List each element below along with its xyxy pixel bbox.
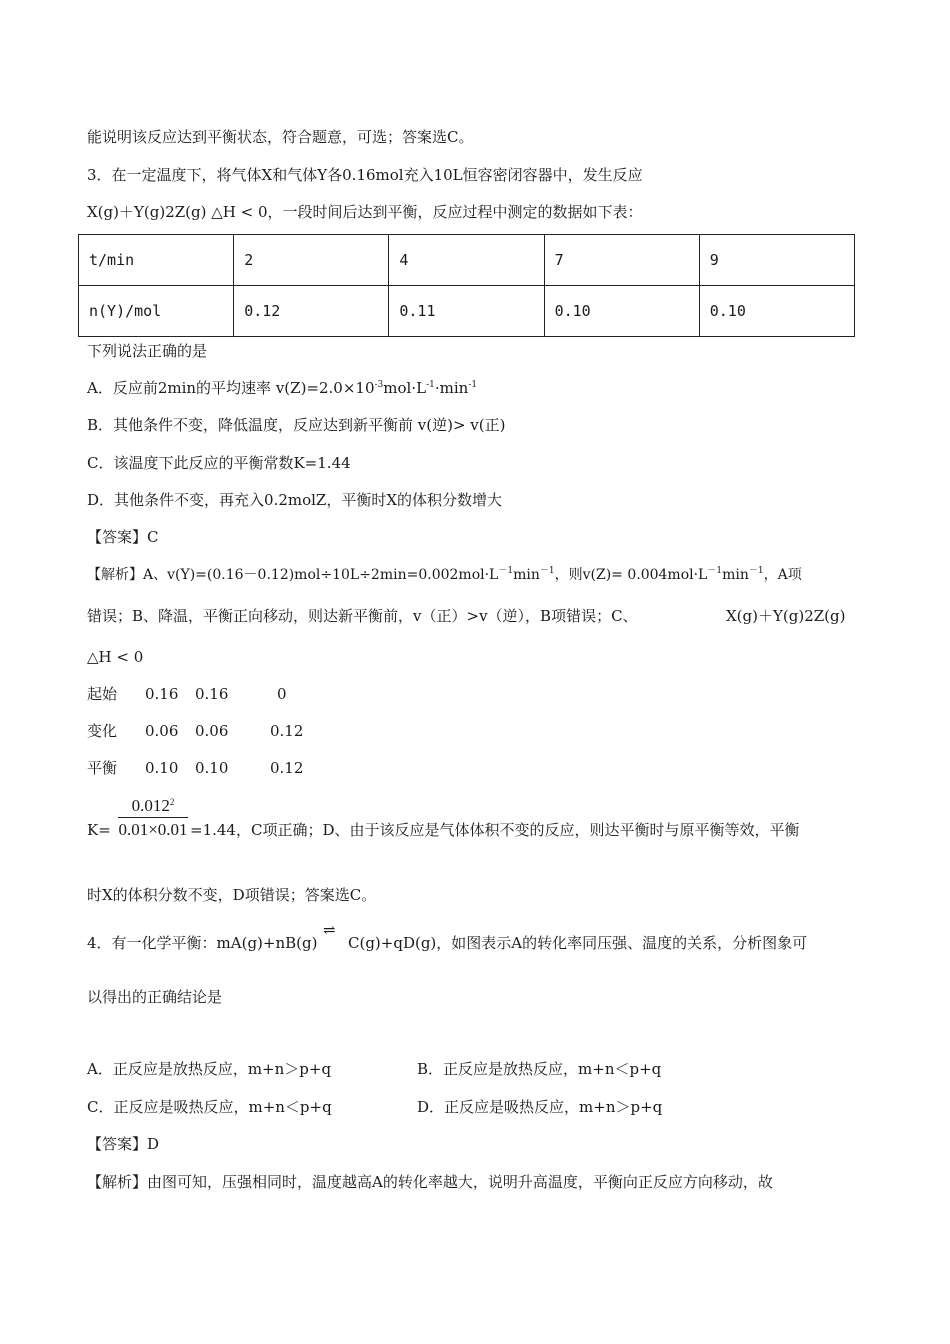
q3-analysis-line1: 【解析】A、$v(Y)=(0.16-0.12)mol\div 10L\div 2\min=0.002mol\cdot L^{-1}\min^{-1}$，则$v(Z)= 0.004mol\cdot L^{-1}\min^{-1}$，A项	[87, 566, 802, 583]
ice-value: 0.12	[270, 722, 304, 740]
ice-value: 0.10	[195, 759, 229, 777]
ice-value: 0.10	[145, 759, 179, 777]
q3-analysis-line3: △H < 0	[87, 648, 144, 666]
ice-row-label: 起始	[87, 685, 118, 703]
table-cell: 7	[544, 235, 699, 286]
k-suffix: =1.44，C项正确；D、由于该反应是气体体积不变的反应，则达平衡时与原平衡等效，平衡	[190, 821, 800, 839]
table-row	[79, 286, 855, 337]
q3-analysis-equation: X(g)＋Y(g)2Z(g)	[726, 607, 846, 625]
table-cell: 0.10	[699, 286, 854, 337]
q3-analysis-line2: 错误；B、降温，平衡正向移动，则达新平衡前，v（正）>v（逆），B项错误；C、	[87, 607, 638, 625]
k-fraction	[118, 796, 188, 840]
ice-value: 0.12	[270, 759, 304, 777]
q3-option-c: C．该温度下此反应的平衡常数K=1.44	[87, 454, 351, 472]
q4-option-b: B．正反应是放热反应，m+n＜p+q	[417, 1060, 662, 1078]
q4-analysis: 【解析】由图可知，压强相同时，温度越高A的转化率越大，说明升高温度，平衡向正反应方向移动，故	[87, 1173, 773, 1191]
q3-final-line: 时X的体积分数不变，D项错误；答案选C。	[87, 886, 377, 904]
table-row	[79, 235, 855, 286]
table-cell: 2	[234, 235, 389, 286]
q3-option-b: B．其他条件不变，降低温度，反应达到新平衡前 v(逆)> v(正)	[87, 416, 506, 434]
table-cell: 0.12	[234, 286, 389, 337]
q4-stem-line1-pre: 4．有一化学平衡：mA(g)+nB(g)	[87, 934, 318, 952]
fraction-denominator: 0.01×0.01	[118, 820, 188, 839]
q4-stem-line2: 以得出的正确结论是	[87, 988, 223, 1006]
table-cell: t/min	[79, 235, 234, 286]
table-cell: 0.11	[389, 286, 544, 337]
ice-row-label: 平衡	[87, 759, 118, 777]
ice-value: 0.06	[195, 722, 229, 740]
q4-option-c: C．正反应是吸热反应，m+n＜p+q	[87, 1098, 332, 1116]
q3-option-a: A．反应前2min的平均速率 $v(Z)=2.0\times 10^{-3}mol\cdot L^{-1}\cdot\min^{-1}$	[87, 379, 478, 397]
table-cell: 0.10	[544, 286, 699, 337]
ice-value: 0.16	[145, 685, 179, 703]
fraction-bar	[118, 817, 188, 818]
table-cell: 9	[699, 235, 854, 286]
q3-answer: 【答案】C	[87, 528, 159, 546]
q3-option-d: D．其他条件不变，再充入0.2molZ，平衡时X的体积分数增大	[87, 491, 503, 509]
table-cell: 4	[389, 235, 544, 286]
ice-value: 0.06	[145, 722, 179, 740]
q4-answer: 【答案】D	[87, 1135, 160, 1153]
q3-prompt: 下列说法正确的是	[87, 342, 208, 360]
ice-value: 0	[277, 685, 287, 703]
equilibrium-arrow-icon: ⇌	[323, 921, 336, 939]
prev-answer-end: 能说明该反应达到平衡状态，符合题意，可选；答案选C。	[87, 128, 474, 146]
k-prefix: K=	[87, 821, 111, 839]
ice-row-label: 变化	[87, 722, 118, 740]
fraction-numerator: 0.012$^2$	[131, 796, 175, 815]
q3-stem-line2: X(g)＋Y(g)2Z(g) △H < 0，一段时间后达到平衡，反应过程中测定的数据如下表：	[87, 203, 643, 221]
q4-option-d: D．正反应是吸热反应，m+n＞p+q	[417, 1098, 663, 1116]
q4-option-a: A．正反应是放热反应，m+n＞p+q	[87, 1060, 332, 1078]
q3-data-table	[78, 234, 855, 337]
q3-stem-line1: 3．在一定温度下，将气体X和气体Y各0.16mol充入10L恒容密闭容器中，发生反应	[87, 166, 643, 184]
q4-stem-line1-post: C(g)+qD(g)，如图表示A的转化率同压强、温度的关系，分析图象可	[348, 934, 808, 952]
table-cell: n(Y)/mol	[79, 286, 234, 337]
ice-value: 0.16	[195, 685, 229, 703]
